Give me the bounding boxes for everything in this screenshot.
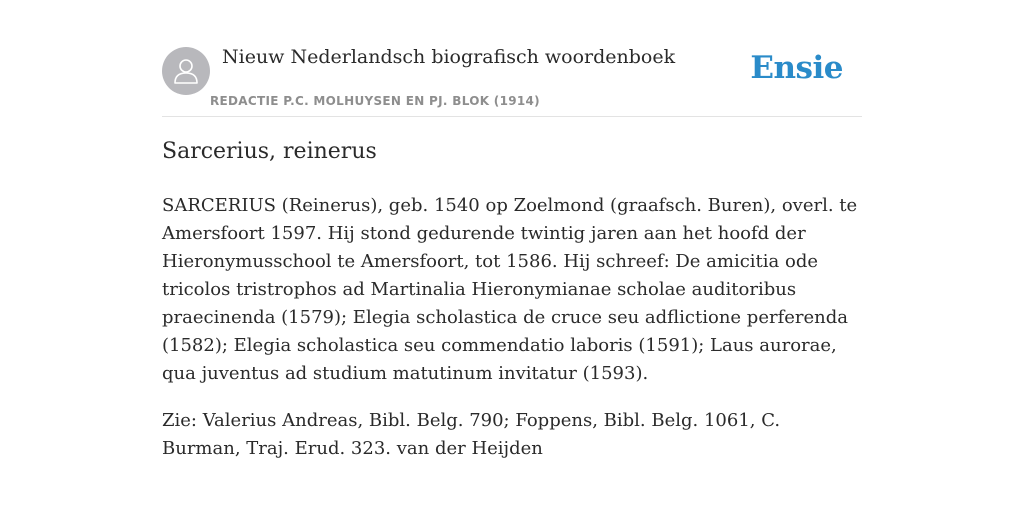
references-paragraph: Zie: Valerius Andreas, Bibl. Belg. 790; Foppens, Bibl. Belg. 1061, C. Burman, Traj. Erud. 323. van der Heijden: [162, 410, 781, 459]
user-icon: [172, 56, 200, 86]
header: [162, 44, 862, 117]
entry-title: Sarcerius, reinerus: [162, 139, 377, 164]
editors-line: REDACTIE P.C. MOLHUYSEN EN PJ. BLOK (1914): [210, 94, 540, 108]
entry-paragraph: SARCERIUS (Reinerus), geb. 1540 op Zoelmond (graafsch. Buren), overl. te Amersfoort 1597. Hij stond gedurende twintig jaren aan het hoofd der Hieronymusschool te Amersfoort, tot 1586. Hij schreef: De amicitia ode tricolos tristrophos ad Martinalia Hieronymianae scholae auditoribus praecinenda (1579); Elegia scholastica de cruce seu adflictione perferenda (1582); Elegia scholastica seu commendatio laboris (1591); Laus aurorae, qua juventus ad studium matutinum invitatur (1593).: [162, 195, 858, 384]
brand-logo[interactable]: Ensie: [750, 50, 843, 86]
entry-content: [162, 192, 862, 482]
book-title[interactable]: Nieuw Nederlandsch biografisch woordenboek: [222, 46, 676, 68]
avatar[interactable]: [162, 47, 210, 95]
